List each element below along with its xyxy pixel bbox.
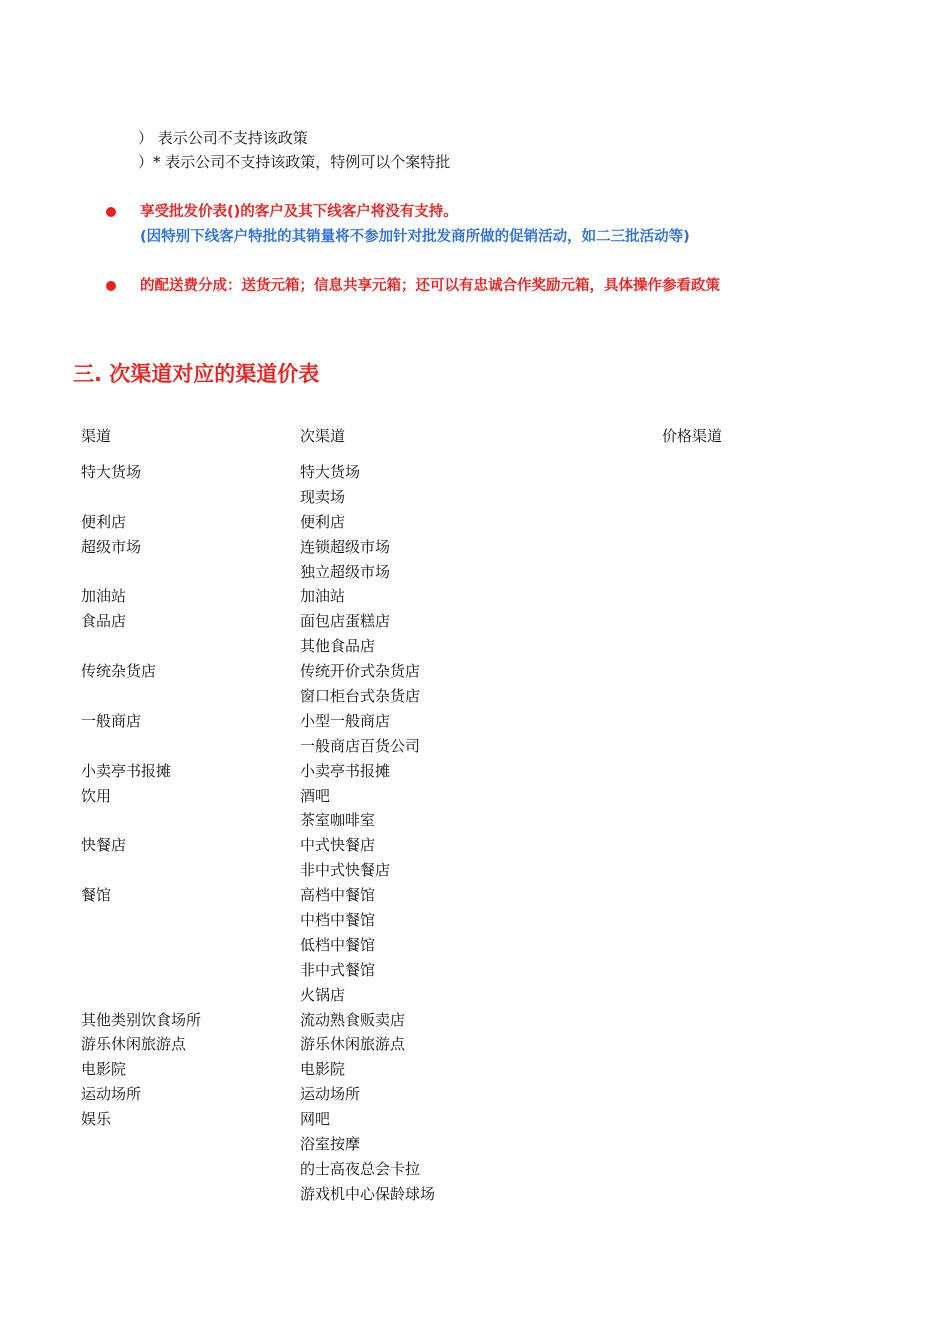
subchannel-cell: 茶室咖啡室 [300, 811, 376, 830]
table-row [0, 736, 950, 761]
subchannel-cell: 其他食品店 [300, 637, 376, 656]
bullet-1-text: 享受批发价表()的客户及其下线客户将没有支持。 [140, 204, 458, 220]
subchannel-cell: 非中式餐馆 [300, 960, 376, 979]
subchannel-cell: 小卖亭书报摊 [300, 761, 391, 780]
table-row [0, 761, 950, 786]
subchannel-cell: 中式快餐店 [300, 836, 376, 855]
table-row [0, 1059, 950, 1084]
bullet-dot-icon [106, 207, 116, 217]
subchannel-cell: 非中式快餐店 [300, 861, 391, 880]
table-row [0, 1010, 950, 1035]
channel-cell: 其他类别饮食场所 [81, 1010, 202, 1029]
channel-cell: 娱乐 [81, 1110, 112, 1129]
subchannel-cell: 低档中餐馆 [300, 935, 376, 954]
column-header-subchannel: 次渠道 [300, 427, 346, 445]
table-row [0, 1134, 950, 1159]
subchannel-cell: 窗口柜台式杂货店 [300, 687, 421, 706]
table-row [0, 835, 950, 860]
bullet-dot-icon [106, 281, 116, 291]
column-header-channel: 渠道 [81, 427, 112, 445]
channel-cell: 特大货场 [81, 463, 142, 481]
table-row [0, 1034, 950, 1059]
table-row [0, 910, 950, 935]
channel-cell: 一般商店 [81, 711, 142, 730]
bullet-2-text: 的配送费分成：送货元箱；信息共享元箱；还可以有忠诚合作奖励元箱，具体操作参看政策 [140, 278, 720, 294]
channel-cell: 食品店 [81, 612, 127, 631]
table-row [0, 1184, 950, 1209]
subchannel-cell: 火锅店 [300, 985, 346, 1004]
policy-note-2: ）* 表示公司不支持该政策，特例可以个案特批 [138, 153, 451, 171]
channel-cell: 加油站 [81, 587, 127, 606]
table-row [0, 935, 950, 960]
channel-cell: 传统杂货店 [81, 662, 157, 681]
table-row [0, 1159, 950, 1184]
table-row [0, 686, 950, 711]
subchannel-cell: 电影院 [300, 1060, 346, 1079]
channel-cell: 游乐休闲旅游点 [81, 1035, 187, 1054]
table-row [0, 860, 950, 885]
channel-cell: 饮用 [81, 786, 112, 805]
subchannel-cell: 浴室按摩 [300, 1135, 361, 1154]
subchannel-cell: 的士高夜总会卡拉 [300, 1159, 421, 1178]
table-row [0, 711, 950, 736]
subchannel-cell: 特大货场 [300, 463, 361, 481]
subchannel-cell: 游戏机中心保龄球场 [300, 1184, 436, 1203]
column-header-price-channel: 价格渠道 [662, 427, 723, 445]
channel-cell: 便利店 [81, 512, 127, 531]
subchannel-cell: 加油站 [300, 587, 346, 606]
table-row [0, 611, 950, 636]
channel-cell: 餐馆 [81, 886, 112, 905]
table-row [0, 1084, 950, 1109]
table-row [0, 562, 950, 587]
channel-cell: 小卖亭书报摊 [81, 761, 172, 780]
table-row [0, 885, 950, 910]
table-row [0, 985, 950, 1010]
subchannel-cell: 流动熟食贩卖店 [300, 1010, 406, 1029]
table-row [0, 462, 950, 487]
table-row [0, 586, 950, 611]
subchannel-cell: 中档中餐馆 [300, 911, 376, 930]
table-row [0, 537, 950, 562]
channel-table [0, 462, 950, 1209]
subchannel-cell: 连锁超级市场 [300, 537, 391, 556]
subchannel-cell: 酒吧 [300, 786, 331, 805]
subchannel-cell: 面包店蛋糕店 [300, 612, 391, 631]
subchannel-cell: 一般商店百货公司 [300, 736, 421, 755]
subchannel-cell: 网吧 [300, 1110, 331, 1129]
subchannel-cell: 高档中餐馆 [300, 886, 376, 905]
bullet-1-subtext: (因特别下线客户特批的其销量将不参加针对批发商所做的促销活动，如二三批活动等) [140, 229, 690, 245]
policy-note-1: ） 表示公司不支持该政策 [138, 129, 308, 147]
table-row [0, 636, 950, 661]
subchannel-cell: 独立超级市场 [300, 562, 391, 581]
channel-cell: 快餐店 [81, 836, 127, 855]
channel-cell: 超级市场 [81, 537, 142, 556]
subchannel-cell: 现卖场 [300, 487, 346, 506]
table-row [0, 1109, 950, 1134]
table-row [0, 810, 950, 835]
table-row [0, 786, 950, 811]
section-heading: 三. 次渠道对应的渠道价表 [73, 362, 320, 386]
table-row [0, 960, 950, 985]
channel-cell: 电影院 [81, 1060, 127, 1079]
subchannel-cell: 传统开价式杂货店 [300, 662, 421, 681]
subchannel-cell: 便利店 [300, 512, 346, 531]
table-row [0, 487, 950, 512]
table-row [0, 512, 950, 537]
table-row [0, 661, 950, 686]
subchannel-cell: 游乐休闲旅游点 [300, 1035, 406, 1054]
subchannel-cell: 小型一般商店 [300, 711, 391, 730]
subchannel-cell: 运动场所 [300, 1085, 361, 1104]
channel-cell: 运动场所 [81, 1085, 142, 1104]
